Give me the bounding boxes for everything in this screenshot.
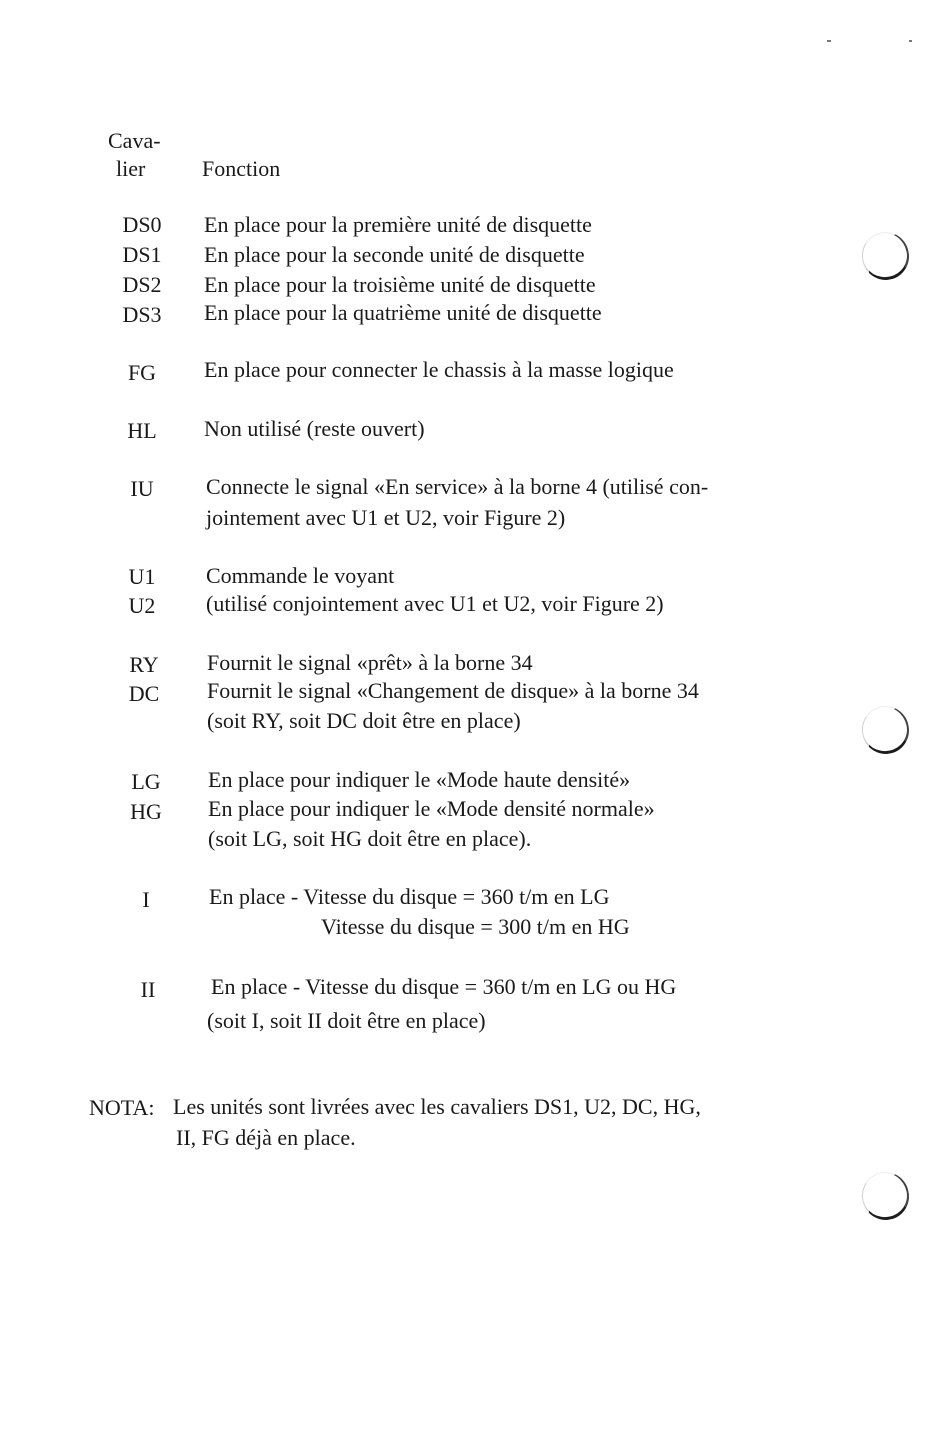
row-text: En place - Vitesse du disque = 360 t/m en LG [209, 884, 610, 909]
row-text: (soit I, soit II doit être en place) [207, 1008, 486, 1033]
row-text: En place pour indiquer le «Mode haute densité» [208, 767, 631, 792]
nota-label: NOTA: [89, 1095, 155, 1120]
header-cavalier-line2: lier [116, 156, 146, 181]
row-text: (soit RY, soit DC doit être en place) [207, 708, 521, 733]
row-code: DS0 [122, 212, 162, 237]
punch-hole-middle [858, 702, 914, 759]
nota-line2: II, FG déjà en place. [176, 1125, 356, 1150]
row-text: En place pour la troisième unité de disquette [204, 272, 596, 297]
punch-hole-top [858, 228, 914, 285]
row-text: (soit LG, soit HG doit être en place). [208, 826, 532, 851]
punch-hole-bottom [858, 1168, 914, 1225]
row-code: DS1 [122, 242, 162, 267]
row-code: II [140, 977, 156, 1002]
scan-speck [827, 40, 831, 42]
row-code: FG [127, 360, 157, 385]
row-text: En place - Vitesse du disque = 360 t/m en LG ou HG [211, 974, 677, 999]
row-text: Non utilisé (reste ouvert) [204, 416, 425, 441]
row-code: U2 [128, 593, 156, 618]
scan-speck [909, 40, 912, 42]
row-text: Commande le voyant [206, 563, 395, 588]
row-code: IU [130, 476, 154, 501]
row-text: jointement avec U1 et U2, voir Figure 2) [206, 505, 566, 530]
row-code: HG [130, 799, 162, 824]
row-code: RY [129, 652, 159, 677]
row-text: Vitesse du disque = 300 t/m en HG [321, 914, 630, 939]
row-text: Fournit le signal «prêt» à la borne 34 [207, 650, 533, 675]
header-cavalier-line1: Cava- [108, 128, 161, 153]
row-text: En place pour la seconde unité de disquette [204, 242, 585, 267]
nota-line1: Les unités sont livrées avec les cavaliers DS1, U2, DC, HG, [173, 1094, 701, 1119]
header-fonction: Fonction [202, 156, 281, 181]
row-text: En place pour la première unité de disquette [204, 212, 592, 237]
row-code: LG [131, 769, 161, 794]
row-code: HL [127, 418, 157, 443]
row-code: I [142, 887, 150, 912]
row-text: En place pour la quatrième unité de disquette [204, 300, 602, 325]
row-text: En place pour connecter le chassis à la masse logique [204, 357, 674, 382]
row-code: DS3 [122, 302, 162, 327]
row-text: Connecte le signal «En service» à la borne 4 (utilisé con- [206, 474, 709, 499]
row-code: DC [128, 681, 160, 706]
row-text: En place pour indiquer le «Mode densité normale» [208, 796, 655, 821]
row-code: DS2 [122, 272, 162, 297]
row-code: U1 [128, 564, 156, 589]
row-text: (utilisé conjointement avec U1 et U2, voir Figure 2) [206, 591, 664, 616]
row-text: Fournit le signal «Changement de disque» à la borne 34 [207, 678, 699, 703]
